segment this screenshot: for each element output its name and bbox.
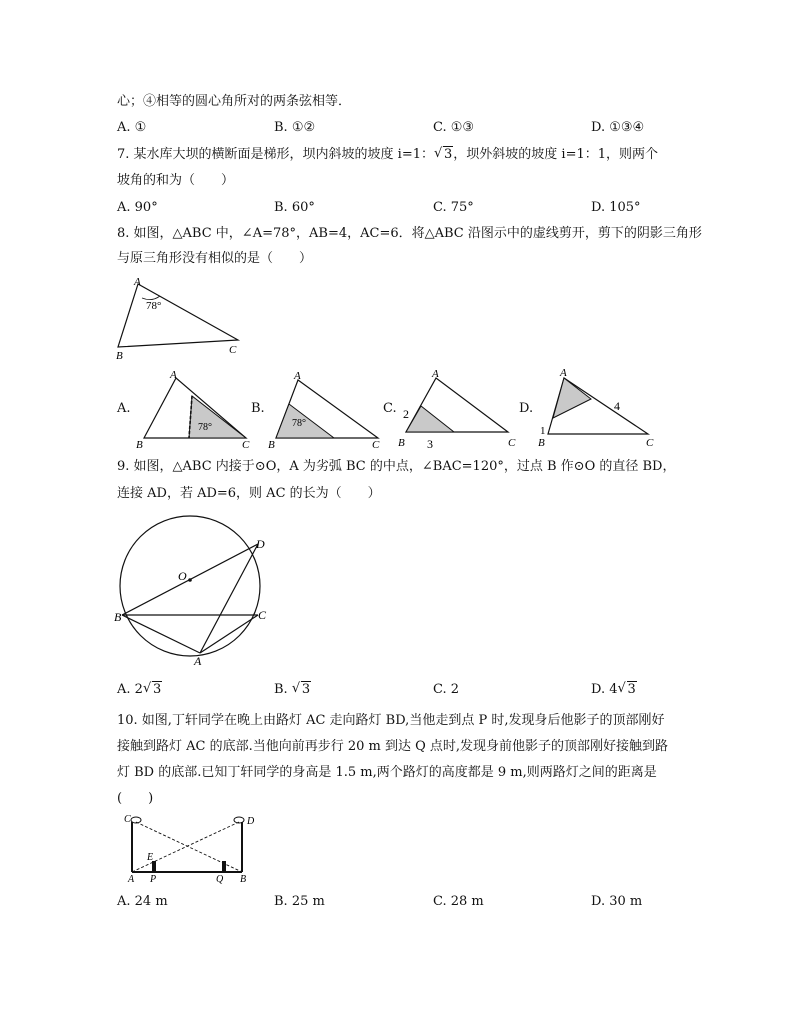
svg-text:B: B bbox=[398, 437, 405, 449]
svg-text:A: A bbox=[294, 370, 301, 382]
svg-text:B: B bbox=[116, 350, 123, 362]
sqrt-3: √ 3 bbox=[434, 146, 453, 164]
svg-text:C: C bbox=[229, 344, 237, 356]
svg-text:A: A bbox=[170, 369, 177, 381]
q7-text-b: ，坝外斜坡的坡度 i=1：1，则两个 bbox=[453, 147, 659, 162]
svg-text:C: C bbox=[258, 608, 267, 622]
q9-line-1: 9. 如图，△ABC 内接于⊙O，A 为劣弧 BC 的中点，∠BAC=120°，过点 B 作⊙O 的直径 BD， bbox=[117, 459, 676, 474]
q10-line-2: 接触到路灯 AC 的底部.当他向前再步行 20 m 到达 Q 点时,发现身前他影子的顶部刚好接触到路 bbox=[117, 739, 669, 754]
svg-text:Q: Q bbox=[216, 874, 224, 885]
q8-option-b-figure bbox=[266, 368, 386, 452]
q8-option-d-label: D. bbox=[519, 401, 534, 416]
q10-line-1: 10. 如图,丁轩同学在晚上由路灯 AC 走向路灯 BD,当他走到点 P 时,发现身后他影子的顶部刚好 bbox=[117, 713, 665, 728]
svg-text:B: B bbox=[240, 874, 247, 885]
svg-text:B: B bbox=[538, 437, 545, 449]
q7-line-1 bbox=[117, 146, 658, 164]
q10-option-c: C. 28 m bbox=[433, 894, 484, 909]
q7-line-2: 坡角的和为（ ） bbox=[117, 173, 235, 188]
svg-text:A: A bbox=[560, 367, 567, 379]
q8-option-a-figure bbox=[134, 368, 254, 452]
q7-text-a: 7. 某水库大坝的横断面是梯形，坝内斜坡的坡度 i=1： bbox=[117, 147, 434, 162]
svg-text:C: C bbox=[124, 814, 131, 825]
svg-text:4: 4 bbox=[614, 399, 620, 413]
svg-text:P: P bbox=[150, 874, 157, 885]
svg-text:A: A bbox=[194, 654, 202, 668]
q6-option-a: A. ① bbox=[117, 120, 147, 135]
q10-option-b: B. 25 m bbox=[274, 894, 325, 909]
q10-option-d: D. 30 m bbox=[591, 894, 643, 909]
svg-text:E: E bbox=[147, 852, 154, 863]
q8-option-a-label: A. bbox=[117, 401, 131, 416]
q8-option-c-figure bbox=[396, 366, 526, 452]
q8-option-d-figure bbox=[534, 366, 662, 452]
q8-option-b-label: B. bbox=[251, 401, 265, 416]
q6-option-c: C. ①③ bbox=[433, 120, 475, 135]
svg-text:C: C bbox=[508, 437, 516, 449]
svg-text:B: B bbox=[114, 610, 122, 624]
q7-option-a: A. 90° bbox=[117, 200, 158, 215]
svg-text:1: 1 bbox=[540, 425, 546, 437]
svg-text:78°: 78° bbox=[146, 300, 162, 312]
q9-line-2: 连接 AD，若 AD=6，则 AC 的长为（ ） bbox=[117, 486, 381, 501]
svg-text:2: 2 bbox=[403, 407, 409, 421]
svg-text:D: D bbox=[256, 537, 265, 551]
q6-option-b: B. ①② bbox=[274, 120, 316, 135]
q10-option-a: A. 24 m bbox=[117, 894, 168, 909]
svg-text:A: A bbox=[432, 368, 439, 380]
svg-text:O: O bbox=[178, 569, 187, 583]
q7-option-b: B. 60° bbox=[274, 200, 315, 215]
q8-line-2: 与原三角形没有相似的是（ ） bbox=[117, 251, 313, 266]
svg-text:3: 3 bbox=[427, 437, 433, 451]
svg-text:78°: 78° bbox=[198, 422, 212, 433]
svg-text:D: D bbox=[247, 816, 255, 827]
q7-option-d: D. 105° bbox=[591, 200, 641, 215]
svg-text:78°: 78° bbox=[292, 418, 306, 429]
q9-option-a: A. 2√ 3 bbox=[117, 681, 162, 699]
svg-text:A: A bbox=[134, 276, 141, 288]
q10-line-4: ( ) bbox=[117, 791, 154, 806]
svg-text:C: C bbox=[646, 437, 654, 449]
q8-option-c-label: C. bbox=[383, 401, 397, 416]
q10-line-3: 灯 BD 的底部.已知丁轩同学的身高是 1.5 m,两个路灯的高度都是 9 m,则两路灯之间的距离是 bbox=[117, 765, 657, 780]
svg-text:B: B bbox=[136, 439, 143, 451]
q9-option-c: C. 2 bbox=[433, 682, 460, 697]
q7-option-c: C. 75° bbox=[433, 200, 474, 215]
svg-text:A: A bbox=[128, 874, 135, 885]
q8-main-triangle bbox=[114, 274, 244, 364]
q6-option-d: D. ①③④ bbox=[591, 120, 645, 135]
q9-circle-figure bbox=[114, 514, 274, 670]
svg-text:B: B bbox=[268, 439, 275, 451]
q8-line-1: 8. 如图，△ABC 中，∠A=78°，AB=4，AC=6．将△ABC 沿图示中的虚线剪开，剪下的阴影三角形 bbox=[117, 226, 702, 241]
svg-text:C: C bbox=[372, 439, 380, 451]
svg-text:C: C bbox=[242, 439, 250, 451]
text-line-1: 心；④相等的圆心角所对的两条弦相等． bbox=[117, 94, 352, 109]
q10-streetlight-figure bbox=[118, 810, 266, 886]
q9-option-b: B. √ 3 bbox=[274, 681, 311, 699]
q9-option-d: D. 4√ 3 bbox=[591, 681, 637, 699]
